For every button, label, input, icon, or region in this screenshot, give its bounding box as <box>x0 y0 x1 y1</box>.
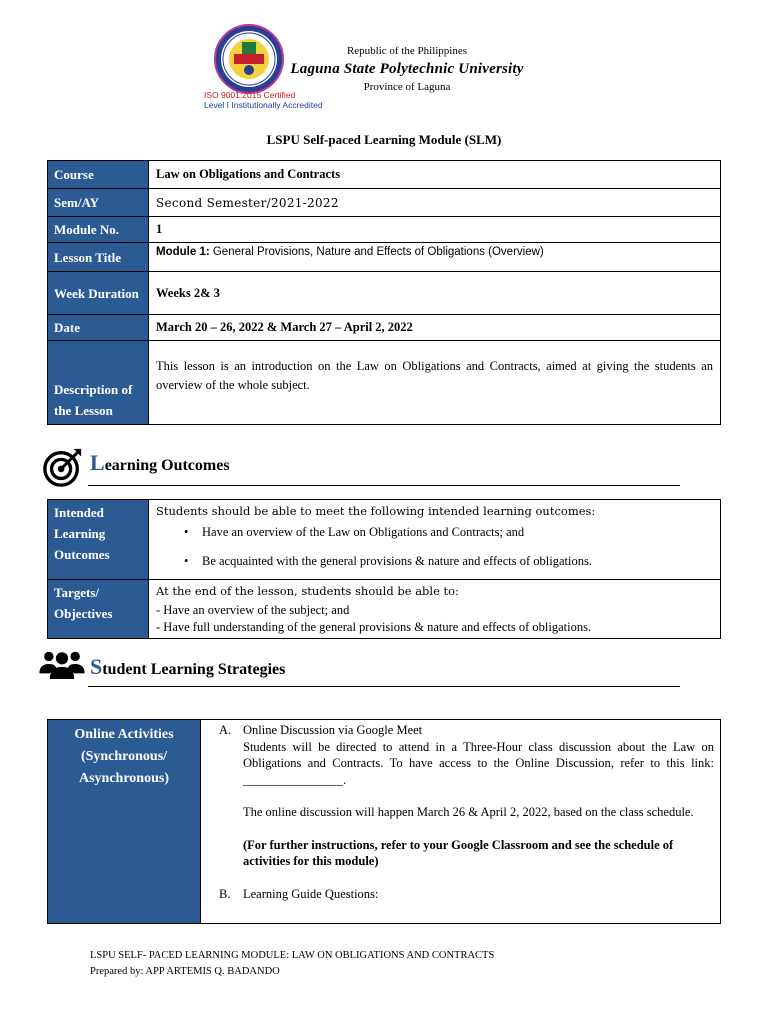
module-title: LSPU Self-paced Learning Module (SLM) <box>266 132 502 147</box>
university-name: Laguna State Polytechnic University <box>290 61 524 77</box>
activity-a-note: (For further instructions, refer to your Google Classroom and see the schedule of activities for this module) <box>243 837 674 868</box>
ilo-list <box>186 524 713 570</box>
target-icon <box>42 446 84 488</box>
footer-module-line: LSPU SELF- PACED LEARNING MODULE: LAW ON OBLIGATIONS AND CONTRACTS <box>90 950 495 961</box>
week-duration-label: Week Duration <box>48 272 149 315</box>
heading-initial: L <box>90 450 105 475</box>
iso-certified-text: ISO 9001:2015 Certified <box>204 90 296 100</box>
activity-a-marker: A. <box>219 723 232 737</box>
table-row <box>48 315 721 341</box>
table-row <box>48 217 721 243</box>
page-footer <box>90 948 494 980</box>
ilo-intro: Students should be able to meet the following intended learning outcomes: <box>156 504 596 518</box>
activity-b-marker: B. <box>219 886 231 901</box>
lesson-title-label: Lesson Title <box>48 243 149 272</box>
strategies-title <box>90 654 285 680</box>
ilo-cell <box>149 500 721 580</box>
list-item: • Be acquainted with the general provisions & nature and effects of obligations. <box>186 553 713 570</box>
table-row <box>48 720 721 924</box>
learning-outcomes-table <box>47 499 721 639</box>
activity-a <box>219 722 714 870</box>
targets-label: Targets/ Objectives <box>48 580 149 639</box>
sem-value: Second Semester/2021-2022 <box>149 189 721 217</box>
sem-label: Sem/AY <box>48 189 149 217</box>
heading-rest: tudent Learning Strategies <box>102 661 286 678</box>
activity-a-schedule: The online discussion will happen March 26 & April 2, 2022, based on the class schedule. <box>243 805 694 819</box>
table-row <box>48 161 721 189</box>
module-no-label: Module No. <box>48 217 149 243</box>
targets-cell <box>149 580 721 639</box>
activity-a-title: Online Discussion via Google Meet <box>243 723 423 737</box>
activity-b-title: Learning Guide Questions: <box>243 886 379 901</box>
online-activities-label: Online Activities (Synchronous/ Asynchronous) <box>48 720 201 924</box>
ilo-label: Intended Learning Outcomes <box>48 500 149 580</box>
certification-note <box>204 90 323 110</box>
activity-a-description: Students will be directed to attend in a Three-Hour class discussion about the Law on Obligations and Contracts. To have access to the Online Discussion, refer to this link: ________________. <box>243 739 714 787</box>
heading-underline <box>88 485 680 486</box>
course-value: Law on Obligations and Contracts <box>149 161 721 189</box>
table-row <box>48 189 721 217</box>
lesson-title-value <box>149 243 721 272</box>
table-row <box>48 272 721 315</box>
accreditation-text: Level I Institutionally Accredited <box>204 100 323 110</box>
footer-prepared-by: Prepared by: APP ARTEMIS Q. BADANDO <box>90 966 280 977</box>
date-label: Date <box>48 315 149 341</box>
university-seal-logo <box>214 24 284 94</box>
lesson-title-prefix: Module 1: <box>156 246 210 258</box>
date-value: March 20 – 26, 2022 & March 27 – April 2, 2022 <box>149 315 721 341</box>
heading-rest: earning Outcomes <box>104 457 230 474</box>
list-item: - Have an overview of the subject; and <box>156 603 350 617</box>
table-row <box>48 500 721 580</box>
republic-text: Republic of the Philippines <box>346 45 468 57</box>
module-no-value: 1 <box>149 217 721 243</box>
activity-b <box>219 886 714 903</box>
course-label: Course <box>48 161 149 189</box>
heading-initial: S <box>90 654 103 679</box>
list-item: - Have full understanding of the general provisions & nature and effects of obligations. <box>156 620 592 634</box>
table-row <box>48 243 721 272</box>
group-people-icon <box>38 648 86 680</box>
targets-intro: At the end of the lesson, students should be able to: <box>156 584 459 598</box>
strategies-table <box>47 719 721 924</box>
table-row <box>48 580 721 639</box>
activity-a-body <box>243 722 714 870</box>
module-info-table <box>47 160 721 425</box>
online-activities-cell <box>201 720 721 924</box>
province-text: Province of Laguna <box>363 81 451 93</box>
list-item: • Have an overview of the Law on Obligations and Contracts; and <box>186 524 713 541</box>
description-value: This lesson is an introduction on the Law on Obligations and Contracts, aimed at giving the students an overview of the whole subject. <box>149 341 721 425</box>
learning-outcomes-title <box>90 450 230 476</box>
lesson-title-text: General Provisions, Nature and Effects of Obligations (Overview) <box>209 246 544 258</box>
week-duration-value: Weeks 2& 3 <box>149 272 721 315</box>
strategies-heading <box>38 646 680 687</box>
table-row <box>48 341 721 425</box>
learning-outcomes-heading <box>38 444 680 486</box>
heading-underline <box>88 686 680 687</box>
description-label: Description of the Lesson <box>48 341 149 425</box>
